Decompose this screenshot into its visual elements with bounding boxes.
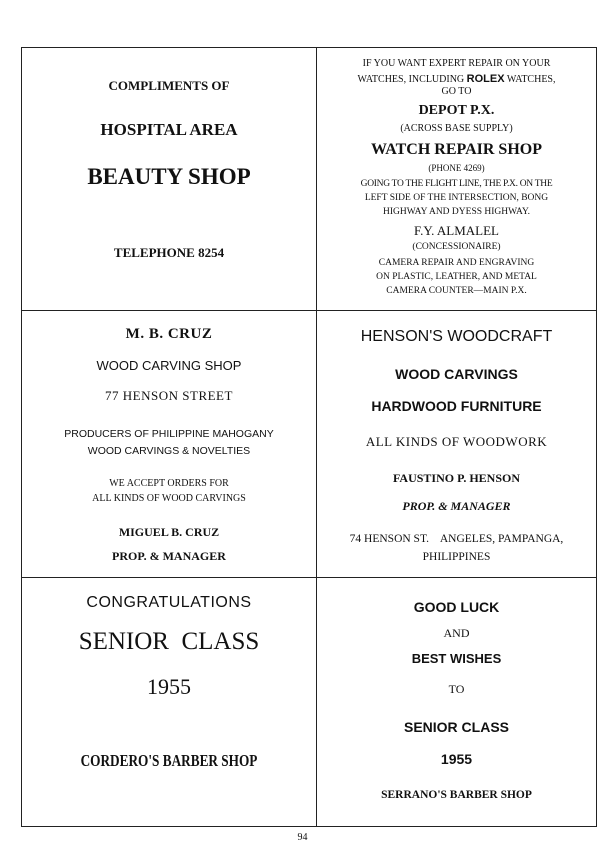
ad-line: HARDWOOD FURNITURE <box>371 398 542 414</box>
ad-line: (ACROSS BASE SUPPLY) <box>400 123 513 134</box>
ad-line <box>317 73 596 85</box>
ad-line: PHILIPPINES <box>422 551 491 563</box>
ad-line: CONGRATULATIONS <box>86 594 252 611</box>
ad-line: PROP. & MANAGER <box>112 549 226 563</box>
ad-title: M. B. CRUZ <box>125 326 213 342</box>
ad-line-part: WATCHES, INCLUDING <box>357 74 467 85</box>
ad-line: ALL KINDS OF WOOD CARVINGS <box>92 493 246 504</box>
ad-title: WATCH REPAIR SHOP <box>371 141 542 158</box>
ad-line: (CONCESSIONAIRE) <box>412 242 501 252</box>
ad-line: LEFT SIDE OF THE INTERSECTION, BONG <box>364 193 549 203</box>
ad-line: DEPOT P.X. <box>418 103 495 118</box>
ad-title: HENSON'S WOODCRAFT <box>360 328 553 345</box>
ad-line: 74 HENSON ST. ANGELES, PAMPANGA, <box>349 533 564 545</box>
ad-title: BEAUTY SHOP <box>87 164 251 189</box>
ad-line: HOSPITAL AREA <box>100 120 238 139</box>
ad-cordero-barber-shop <box>22 578 316 826</box>
ad-line: CAMERA REPAIR AND ENGRAVING <box>378 258 535 268</box>
ad-line: PRODUCERS OF PHILIPPINE MAHOGANY <box>64 428 274 440</box>
ad-line: FAUSTINO P. HENSON <box>392 471 521 485</box>
ad-line: 1955 <box>147 674 191 699</box>
ad-henson-woodcraft <box>317 311 596 577</box>
ad-line: AND <box>443 626 470 640</box>
ad-line: GO TO <box>441 86 472 97</box>
ad-line: WE ACCEPT ORDERS FOR <box>109 478 229 489</box>
ad-cruz-wood-carving <box>22 311 316 577</box>
ad-line: CORDERO'S BARBER SHOP <box>80 751 258 770</box>
ad-line: PROP. & MANAGER <box>402 499 511 513</box>
ad-title: SENIOR CLASS <box>78 628 260 655</box>
ad-line: WOOD CARVINGS <box>395 366 518 382</box>
ad-line: HIGHWAY AND DYESS HIGHWAY. <box>382 207 531 217</box>
rolex-brand: ROLEX <box>466 73 505 85</box>
ad-line: BEST WISHES <box>411 651 502 666</box>
ad-line: 1955 <box>440 751 473 767</box>
ad-title: SENIOR CLASS <box>403 719 509 735</box>
ad-serrano-barber-shop <box>317 578 596 826</box>
ad-line: GOOD LUCK <box>413 599 500 615</box>
ad-line: GOING TO THE FLIGHT LINE, THE P.X. ON THE <box>360 179 553 189</box>
ad-watch-repair <box>317 48 596 310</box>
ad-line: MIGUEL B. CRUZ <box>118 525 220 539</box>
ad-line-part: WATCHES, <box>504 74 556 85</box>
ad-line: ON PLASTIC, LEATHER, AND METAL <box>376 272 537 282</box>
ad-line: 77 HENSON STREET <box>105 388 233 403</box>
ad-line: IF YOU WANT EXPERT REPAIR ON YOUR <box>362 58 551 69</box>
ad-line: F.Y. ALMALEL <box>413 223 500 238</box>
ad-line: SERRANO'S BARBER SHOP <box>381 789 532 801</box>
ad-line: TO <box>448 682 465 696</box>
page-number: 94 <box>297 832 308 843</box>
ad-line: CAMERA COUNTER—MAIN P.X. <box>386 286 527 296</box>
ad-beauty-shop <box>22 48 316 310</box>
ad-line: WOOD CARVING SHOP <box>96 358 242 373</box>
ad-line: ALL KINDS OF WOODWORK <box>365 434 548 449</box>
ad-line: WOOD CARVINGS & NOVELTIES <box>87 445 251 457</box>
ad-line: (PHONE 4269) <box>428 163 485 173</box>
ad-line: COMPLIMENTS OF <box>108 78 230 93</box>
ad-line: TELEPHONE 8254 <box>113 245 225 260</box>
